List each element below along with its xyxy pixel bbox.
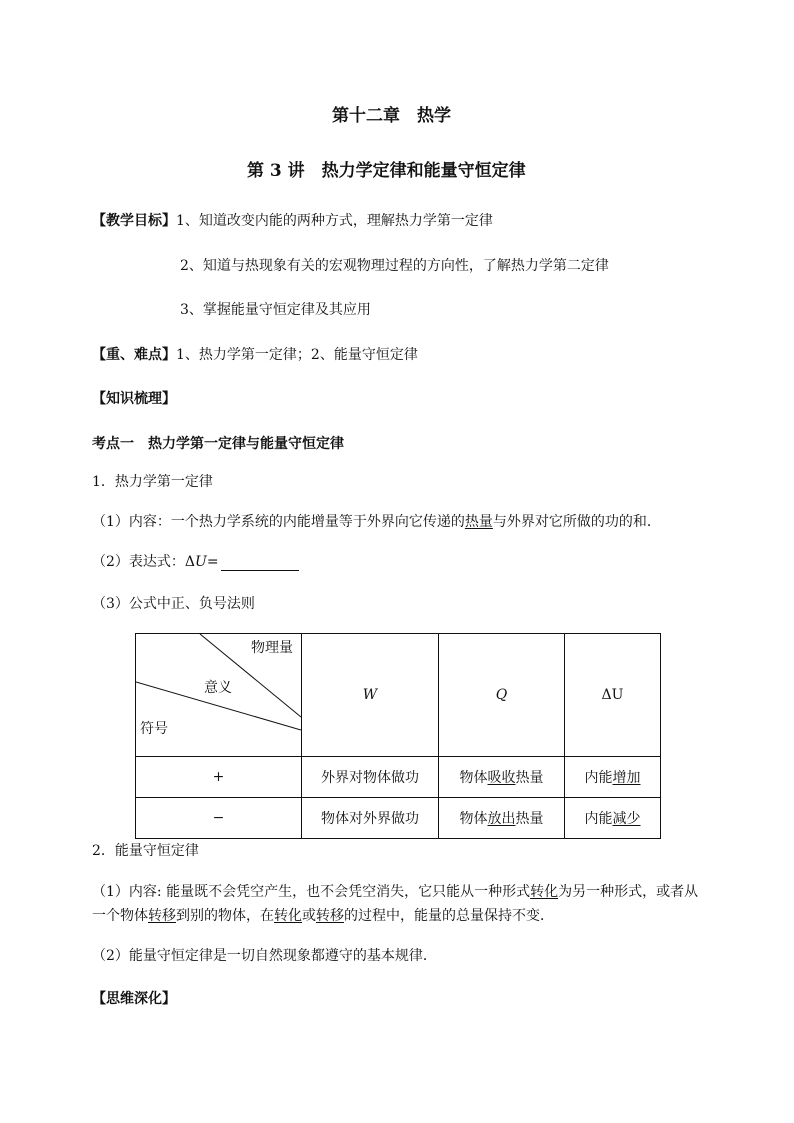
underlined-term: 转化 bbox=[530, 884, 559, 900]
table-cell bbox=[565, 757, 661, 798]
first-law-content bbox=[92, 513, 661, 531]
conservation-line-2 bbox=[92, 907, 554, 925]
corner-label-sign: 符号 bbox=[140, 721, 168, 737]
lecture-title: 第 3 讲 热力学定律和能量守恒定律 bbox=[247, 161, 526, 181]
underlined-term: 转化 bbox=[274, 908, 302, 924]
objective-item: 3、掌握能量守恒定律及其应用 bbox=[180, 302, 371, 318]
text-span: 内能 bbox=[584, 811, 613, 827]
corner-label-meaning: 意义 bbox=[204, 680, 232, 696]
conservation-line-1 bbox=[92, 883, 698, 901]
objective-item: 2、知道与热现象有关的宏观物理过程的方向性，了解热力学第二定律 bbox=[180, 258, 609, 274]
key-points-line bbox=[92, 346, 418, 364]
corner-label-quantity: 物理量 bbox=[251, 640, 293, 656]
objectives-line-1 bbox=[92, 212, 493, 230]
sign-rule-table bbox=[135, 633, 661, 839]
underlined-term: 转移 bbox=[316, 908, 344, 924]
text-span: 内能 bbox=[584, 770, 613, 786]
text-span: 热量 bbox=[515, 770, 544, 786]
text-span: 的过程中，能量的总量保持不变． bbox=[344, 908, 554, 924]
first-law-heading: 1．热力学第一定律 bbox=[92, 474, 213, 490]
text-span: 物体 bbox=[459, 811, 488, 827]
sign-rule-heading: （3）公式中正、负号法则 bbox=[92, 596, 255, 612]
table-cell: 外界对物体做功 bbox=[302, 757, 439, 798]
deepening-label: 【思维深化】 bbox=[92, 991, 176, 1007]
diagonal-header-cell bbox=[136, 634, 302, 757]
text-span: 与外界对它所做的功的和． bbox=[492, 514, 661, 530]
underlined-term: 增加 bbox=[612, 770, 641, 786]
text-span: 到别的物体，在 bbox=[176, 908, 274, 924]
table-cell bbox=[565, 798, 661, 839]
underlined-term: 放出 bbox=[487, 811, 516, 827]
text-span: （1）内容：一个热力学系统的内能增量等于外界向它传递的 bbox=[92, 514, 465, 530]
table-cell bbox=[439, 798, 565, 839]
text-span: 一个物体 bbox=[92, 908, 148, 924]
row-sign-plus: + bbox=[136, 757, 302, 798]
underlined-term: 转移 bbox=[148, 908, 176, 924]
underlined-term: 减少 bbox=[612, 811, 641, 827]
text-span: 物体 bbox=[459, 770, 488, 786]
text-span: 热量 bbox=[515, 811, 544, 827]
text-span: = bbox=[206, 554, 219, 570]
table-cell: 物体对外界做功 bbox=[302, 798, 439, 839]
conservation-line-3: （2）能量守恒定律是一切自然现象都遵守的基本规律． bbox=[92, 948, 437, 964]
objective-item: 1、知道改变内能的两种方式，理解热力学第一定律 bbox=[176, 213, 493, 229]
table-cell bbox=[439, 757, 565, 798]
column-header-q: Q bbox=[439, 634, 565, 757]
key-points-label: 【重、难点】 bbox=[92, 347, 176, 363]
conservation-heading: 2．能量守恒定律 bbox=[92, 843, 199, 859]
variable-u: U bbox=[195, 554, 207, 570]
text-span: （2）表达式：Δ bbox=[92, 554, 196, 570]
underlined-term: 吸收 bbox=[487, 770, 516, 786]
text-span: 为另一种形式，或者从 bbox=[558, 884, 699, 900]
column-header-du: ΔU bbox=[565, 634, 661, 757]
text-span: （1）内容: 能量既不会凭空产生，也不会凭空消失，它只能从一种形式 bbox=[92, 884, 531, 900]
objectives-label: 【教学目标】 bbox=[92, 213, 176, 229]
row-sign-minus: − bbox=[136, 798, 302, 839]
chapter-title: 第十二章 热学 bbox=[332, 106, 451, 126]
text-span: 或 bbox=[302, 908, 316, 924]
underlined-term: 热量 bbox=[464, 514, 493, 530]
column-header-w: W bbox=[302, 634, 439, 757]
key-points-text: 1、热力学第一定律；2、能量守恒定律 bbox=[176, 347, 418, 363]
first-law-expression bbox=[92, 553, 299, 571]
fill-in-blank[interactable] bbox=[221, 556, 299, 571]
knowledge-label: 【知识梳理】 bbox=[92, 391, 176, 407]
section-title: 考点一 热力学第一定律与能量守恒定律 bbox=[92, 436, 344, 452]
